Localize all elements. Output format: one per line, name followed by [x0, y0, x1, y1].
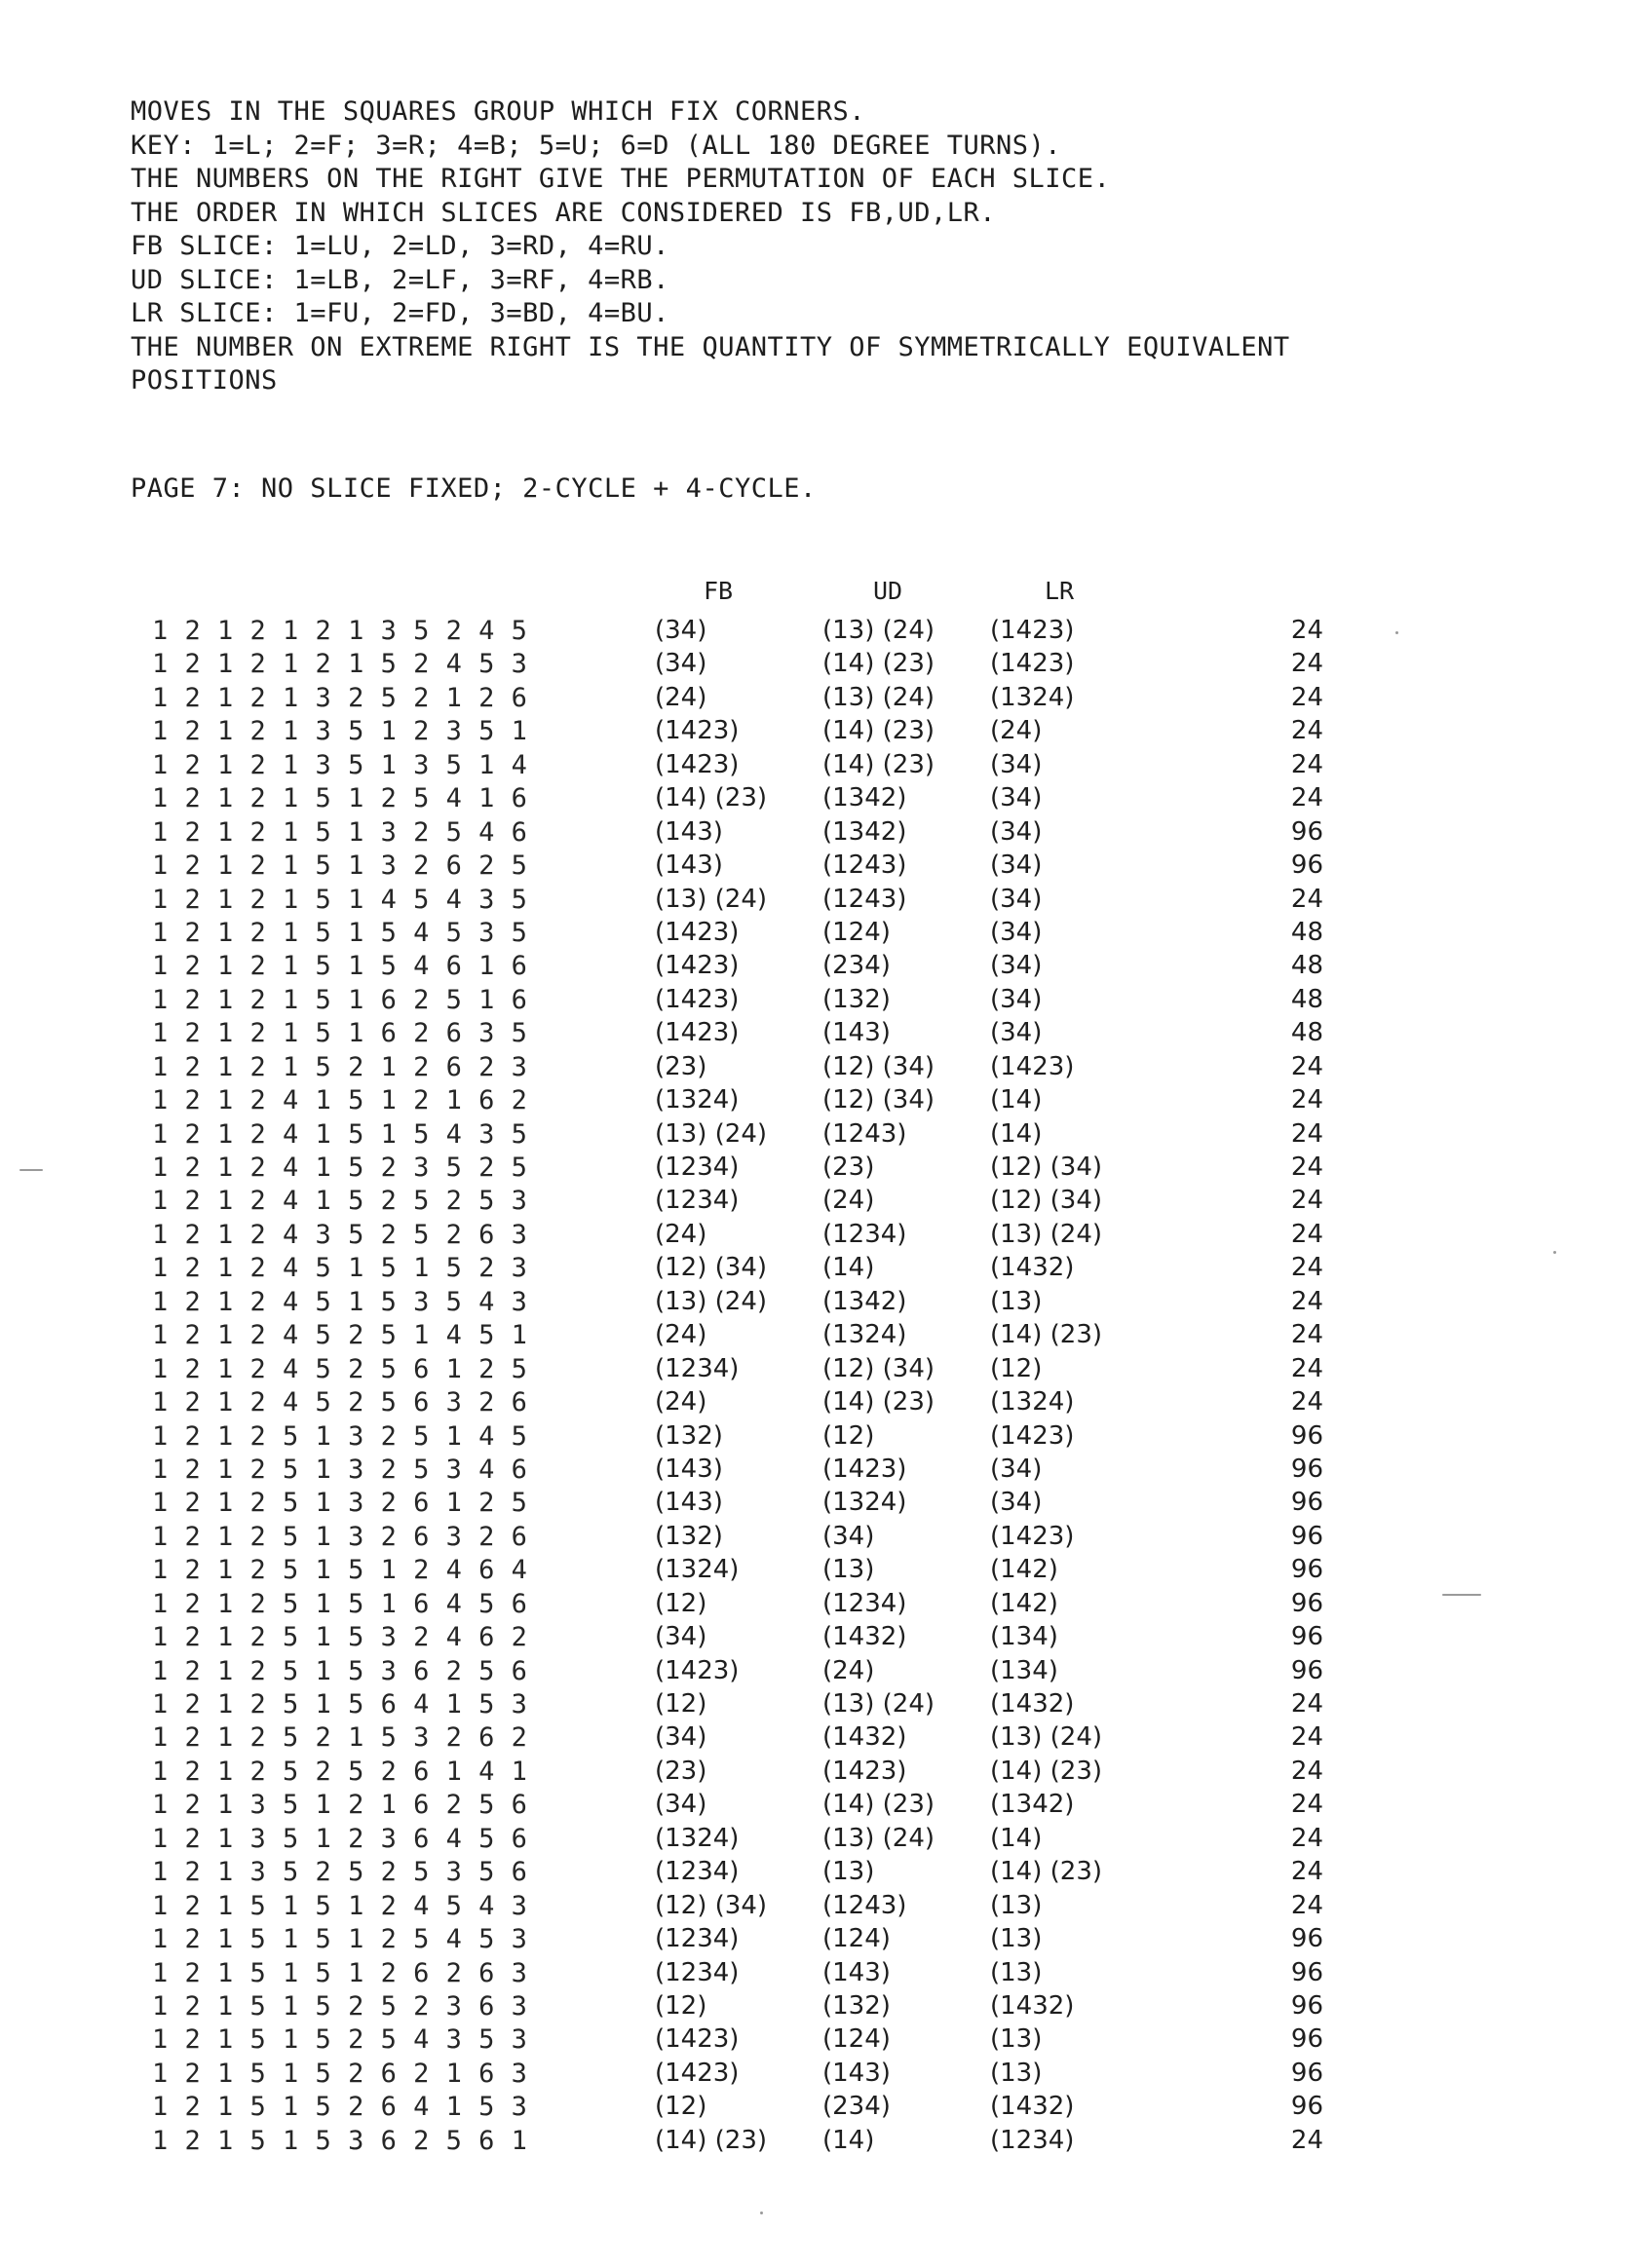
lr-permutation: (1423): [990, 1051, 1075, 1081]
move-sequence: 1 2 1 2 1 3 5 1 2 3 5 1: [152, 716, 528, 747]
lr-permutation: (34): [990, 951, 1043, 981]
lr-permutation: (14): [990, 1118, 1043, 1149]
fb-permutation: (1234): [655, 1186, 740, 1216]
fb-permutation: (1324): [655, 1085, 740, 1115]
table-row: [0, 1722, 1641, 1756]
header-line: THE ORDER IN WHICH SLICES ARE CONSIDERED IS FB,UD,LR.: [131, 197, 997, 228]
table-row: [0, 1220, 1641, 1253]
scan-speck: [1442, 1594, 1481, 1596]
column-headers: [0, 577, 1641, 610]
table-row: [0, 783, 1641, 816]
ud-permutation: (132): [822, 984, 891, 1014]
table-row: [0, 850, 1641, 884]
table-row: [0, 1488, 1641, 1521]
header-line: THE NUMBER ON EXTREME RIGHT IS THE QUANTITY OF SYMMETRICALLY EQUIVALENT: [131, 331, 1290, 362]
scan-speck: [1395, 631, 1398, 634]
header-line: UD SLICE: 1=LB, 2=LF, 3=RF, 4=RB.: [131, 264, 669, 295]
equivalent-count: 24: [1290, 1253, 1323, 1283]
lr-permutation: (12) (34): [990, 1186, 1103, 1216]
lr-permutation: (14): [990, 1823, 1043, 1853]
fb-permutation: (1423): [655, 1655, 740, 1685]
equivalent-count: 24: [1290, 884, 1323, 914]
equivalent-count: 96: [1290, 1924, 1323, 1954]
equivalent-count: 24: [1290, 1756, 1323, 1786]
move-sequence: 1 2 1 2 5 1 5 6 4 1 5 3: [152, 1689, 528, 1720]
fb-permutation: (34): [655, 1722, 707, 1753]
equivalent-count: 24: [1290, 616, 1323, 645]
equivalent-count: 24: [1290, 1387, 1323, 1418]
move-sequence: 1 2 1 2 4 5 1 5 3 5 4 3: [152, 1286, 528, 1317]
move-sequence: 1 2 1 5 1 5 3 6 2 5 6 1: [152, 2125, 528, 2156]
table-row: [0, 817, 1641, 850]
equivalent-count: 24: [1290, 2125, 1323, 2155]
move-sequence: 1 2 1 2 4 1 5 1 5 4 3 5: [152, 1118, 528, 1150]
fb-permutation: (34): [655, 1622, 707, 1652]
ud-permutation: (12) (34): [822, 1051, 935, 1081]
equivalent-count: 48: [1290, 984, 1323, 1014]
ud-permutation: (1324): [822, 1488, 907, 1518]
lr-permutation: (134): [990, 1622, 1058, 1652]
move-sequence: 1 2 1 2 4 5 2 5 6 3 2 6: [152, 1387, 528, 1418]
lr-permutation: (1432): [990, 1689, 1075, 1719]
lr-permutation: (1423): [990, 649, 1075, 679]
lr-permutation: (13) (24): [990, 1219, 1103, 1249]
fb-permutation: (23): [655, 1051, 707, 1081]
ud-permutation: (14): [822, 2125, 875, 2155]
move-sequence: 1 2 1 2 4 1 5 1 2 1 6 2: [152, 1085, 528, 1116]
equivalent-count: 96: [1290, 1990, 1323, 2021]
move-sequence: 1 2 1 2 1 5 1 3 2 5 4 6: [152, 816, 528, 848]
ud-permutation: (1234): [822, 1588, 907, 1618]
ud-permutation: (143): [822, 1957, 891, 1987]
fb-permutation: (13) (24): [655, 1286, 768, 1316]
ud-permutation: (143): [822, 2058, 891, 2088]
ud-permutation: (1243): [822, 1118, 907, 1149]
fb-permutation: (1423): [655, 2024, 740, 2055]
lr-permutation: (1423): [990, 616, 1075, 645]
move-sequence: 1 2 1 2 1 5 1 5 4 6 1 6: [152, 951, 528, 982]
table-row: [0, 1656, 1641, 1689]
equivalent-count: 24: [1290, 716, 1323, 746]
move-sequence: 1 2 1 2 1 5 1 2 5 4 1 6: [152, 783, 528, 814]
fb-permutation: (132): [655, 1420, 723, 1451]
ud-permutation: (14) (23): [822, 649, 935, 679]
lr-permutation: (1423): [990, 1420, 1075, 1451]
fb-permutation: (143): [655, 816, 723, 847]
lr-permutation: (34): [990, 917, 1043, 947]
ud-permutation: (14) (23): [822, 1790, 935, 1820]
ud-permutation: (1342): [822, 1286, 907, 1316]
fb-permutation: (24): [655, 682, 707, 712]
header-line: LR SLICE: 1=FU, 2=FD, 3=BD, 4=BU.: [131, 298, 669, 328]
fb-permutation: (12): [655, 1689, 707, 1719]
table-row: [0, 1857, 1641, 1890]
lr-permutation: (1432): [990, 1253, 1075, 1283]
fb-permutation: (23): [655, 1756, 707, 1786]
lr-permutation: (34): [990, 783, 1043, 813]
move-sequence: 1 2 1 2 4 1 5 2 3 5 2 5: [152, 1153, 528, 1183]
fb-permutation: (1423): [655, 716, 740, 746]
ud-permutation: (13) (24): [822, 1689, 935, 1719]
page-title: PAGE 7: NO SLICE FIXED; 2-CYCLE + 4-CYCLE.: [131, 473, 817, 504]
lr-permutation: (13) (24): [990, 1722, 1103, 1753]
fb-permutation: (1423): [655, 984, 740, 1014]
ud-permutation: (13): [822, 1857, 875, 1887]
fb-permutation: (1324): [655, 1555, 740, 1585]
fb-permutation: (12): [655, 1588, 707, 1618]
lr-permutation: (14) (23): [990, 1320, 1103, 1350]
move-sequence: 1 2 1 2 1 5 1 6 2 6 3 5: [152, 1018, 528, 1049]
equivalent-count: 96: [1290, 2092, 1323, 2122]
lr-permutation: (13): [990, 2024, 1043, 2055]
header-line: THE NUMBERS ON THE RIGHT GIVE THE PERMUTATION OF EACH SLICE.: [131, 164, 1111, 194]
column-header-lr: LR: [1045, 577, 1075, 605]
equivalent-count: 96: [1290, 1555, 1323, 1585]
fb-permutation: (1423): [655, 1018, 740, 1048]
equivalent-count: 96: [1290, 1622, 1323, 1652]
lr-permutation: (34): [990, 850, 1043, 881]
ud-permutation: (124): [822, 1924, 891, 1954]
move-sequence: 1 2 1 2 5 1 5 1 6 4 5 6: [152, 1588, 528, 1619]
move-sequence: 1 2 1 2 5 1 5 1 2 4 6 4: [152, 1555, 528, 1586]
ud-permutation: (234): [822, 951, 891, 981]
lr-permutation: (1324): [990, 1387, 1075, 1418]
column-header-fb: FB: [704, 577, 734, 605]
equivalent-count: 96: [1290, 1454, 1323, 1484]
column-header-ud: UD: [873, 577, 903, 605]
equivalent-count: 24: [1290, 1890, 1323, 1920]
table-row: [0, 1589, 1641, 1622]
lr-permutation: (12): [990, 1353, 1043, 1383]
fb-permutation: (1423): [655, 749, 740, 779]
lr-permutation: (34): [990, 1454, 1043, 1484]
table-row: [0, 1455, 1641, 1488]
table-row: [0, 750, 1641, 783]
equivalent-count: 96: [1290, 1521, 1323, 1551]
equivalent-count: 48: [1290, 951, 1323, 981]
table-row: [0, 2092, 1641, 2125]
equivalent-count: 24: [1290, 1353, 1323, 1383]
header-notes: [131, 95, 1553, 398]
fb-permutation: (1234): [655, 1957, 740, 1987]
move-sequence: 1 2 1 2 5 1 3 2 6 1 2 5: [152, 1488, 528, 1519]
lr-permutation: (24): [990, 716, 1043, 746]
fb-permutation: (1423): [655, 917, 740, 947]
table-row: [0, 1119, 1641, 1153]
equivalent-count: 24: [1290, 1790, 1323, 1820]
header-line: POSITIONS: [131, 365, 278, 396]
move-sequence: 1 2 1 2 5 1 3 2 5 1 4 5: [152, 1420, 528, 1452]
ud-permutation: (24): [822, 1186, 875, 1216]
lr-permutation: (34): [990, 749, 1043, 779]
lr-permutation: (14): [990, 1085, 1043, 1115]
table-row: [0, 1253, 1641, 1286]
ud-permutation: (13) (24): [822, 616, 935, 645]
move-sequence: 1 2 1 2 1 5 1 3 2 6 2 5: [152, 850, 528, 882]
fb-permutation: (1234): [655, 1153, 740, 1182]
ud-permutation: (34): [822, 1521, 875, 1551]
ud-permutation: (14) (23): [822, 749, 935, 779]
lr-permutation: (1432): [990, 1990, 1075, 2021]
move-sequence: 1 2 1 2 1 2 1 3 5 2 4 5: [152, 616, 528, 646]
ud-permutation: (1423): [822, 1454, 907, 1484]
table-row: [0, 1689, 1641, 1722]
header-line: MOVES IN THE SQUARES GROUP WHICH FIX CORNERS.: [131, 96, 865, 127]
table-row: [0, 1421, 1641, 1455]
lr-permutation: (13): [990, 1890, 1043, 1920]
table-row: [0, 1522, 1641, 1555]
fb-permutation: (1234): [655, 1857, 740, 1887]
fb-permutation: (12): [655, 1990, 707, 2021]
fb-permutation: (34): [655, 649, 707, 679]
ud-permutation: (1432): [822, 1722, 907, 1753]
move-sequence: 1 2 1 5 1 5 1 2 5 4 5 3: [152, 1924, 528, 1955]
move-sequence: 1 2 1 2 5 1 5 3 6 2 5 6: [152, 1655, 528, 1686]
ud-permutation: (1243): [822, 1890, 907, 1920]
move-sequence: 1 2 1 5 1 5 2 5 4 3 5 3: [152, 2024, 528, 2056]
ud-permutation: (14): [822, 1253, 875, 1283]
table-row: [0, 1287, 1641, 1320]
lr-permutation: (142): [990, 1555, 1058, 1585]
fb-permutation: (34): [655, 1790, 707, 1820]
move-sequence: 1 2 1 2 4 5 2 5 1 4 5 1: [152, 1320, 528, 1351]
equivalent-count: 24: [1290, 1857, 1323, 1887]
table-row: [0, 951, 1641, 984]
ud-permutation: (132): [822, 1990, 891, 2021]
move-sequence: 1 2 1 2 1 5 1 6 2 5 1 6: [152, 984, 528, 1015]
equivalent-count: 48: [1290, 917, 1323, 947]
equivalent-count: 24: [1290, 1722, 1323, 1753]
table-row: [0, 1958, 1641, 1991]
fb-permutation: (143): [655, 1488, 723, 1518]
lr-permutation: (13): [990, 1924, 1043, 1954]
ud-permutation: (12): [822, 1420, 875, 1451]
equivalent-count: 24: [1290, 783, 1323, 813]
fb-permutation: (12) (34): [655, 1890, 768, 1920]
fb-permutation: (12): [655, 2092, 707, 2122]
equivalent-count: 24: [1290, 1320, 1323, 1350]
equivalent-count: 24: [1290, 649, 1323, 679]
table-row: [0, 1354, 1641, 1387]
equivalent-count: 96: [1290, 1957, 1323, 1987]
ud-permutation: (234): [822, 2092, 891, 2122]
move-sequence: 1 2 1 2 1 3 2 5 2 1 2 6: [152, 682, 528, 713]
fb-permutation: (24): [655, 1320, 707, 1350]
equivalent-count: 96: [1290, 2058, 1323, 2088]
fb-permutation: (34): [655, 616, 707, 645]
move-table: [0, 616, 1641, 2159]
equivalent-count: 96: [1290, 816, 1323, 847]
lr-permutation: (13): [990, 2058, 1043, 2088]
equivalent-count: 24: [1290, 1085, 1323, 1115]
move-sequence: 1 2 1 2 5 1 3 2 5 3 4 6: [152, 1454, 528, 1485]
ud-permutation: (124): [822, 2024, 891, 2055]
equivalent-count: 48: [1290, 1018, 1323, 1048]
move-sequence: 1 2 1 3 5 1 2 1 6 2 5 6: [152, 1790, 528, 1821]
fb-permutation: (143): [655, 850, 723, 881]
equivalent-count: 24: [1290, 682, 1323, 712]
equivalent-count: 24: [1290, 749, 1323, 779]
ud-permutation: (1243): [822, 884, 907, 914]
equivalent-count: 96: [1290, 1655, 1323, 1685]
ud-permutation: (1423): [822, 1756, 907, 1786]
lr-permutation: (142): [990, 1588, 1058, 1618]
move-sequence: 1 2 1 5 1 5 1 2 6 2 6 3: [152, 1957, 528, 1988]
move-sequence: 1 2 1 2 4 5 2 5 6 1 2 5: [152, 1353, 528, 1384]
table-row: [0, 649, 1641, 682]
lr-permutation: (1324): [990, 682, 1075, 712]
fb-permutation: (1234): [655, 1353, 740, 1383]
fb-permutation: (13) (24): [655, 1118, 768, 1149]
lr-permutation: (134): [990, 1655, 1058, 1685]
equivalent-count: 24: [1290, 1823, 1323, 1853]
lr-permutation: (34): [990, 984, 1043, 1014]
lr-permutation: (34): [990, 1488, 1043, 1518]
equivalent-count: 96: [1290, 1420, 1323, 1451]
fb-permutation: (14) (23): [655, 783, 768, 813]
table-row: [0, 683, 1641, 716]
move-sequence: 1 2 1 2 1 5 2 1 2 6 2 3: [152, 1051, 528, 1082]
fb-permutation: (132): [655, 1521, 723, 1551]
equivalent-count: 24: [1290, 1689, 1323, 1719]
equivalent-count: 24: [1290, 1186, 1323, 1216]
lr-permutation: (13): [990, 1286, 1043, 1316]
ud-permutation: (1324): [822, 1320, 907, 1350]
lr-permutation: (34): [990, 816, 1043, 847]
equivalent-count: 96: [1290, 2024, 1323, 2055]
equivalent-count: 24: [1290, 1051, 1323, 1081]
table-row: [0, 1052, 1641, 1085]
lr-permutation: (1342): [990, 1790, 1075, 1820]
table-row: [0, 2059, 1641, 2092]
lr-permutation: (34): [990, 1018, 1043, 1048]
scan-speck: [760, 2211, 763, 2214]
equivalent-count: 96: [1290, 850, 1323, 881]
scan-speck: [19, 1169, 43, 1171]
fb-permutation: (13) (24): [655, 884, 768, 914]
lr-permutation: (14) (23): [990, 1756, 1103, 1786]
equivalent-count: 96: [1290, 1488, 1323, 1518]
table-row: [0, 1824, 1641, 1857]
lr-permutation: (1234): [990, 2125, 1075, 2155]
move-sequence: 1 2 1 5 1 5 2 6 4 1 5 3: [152, 2092, 528, 2123]
table-row: [0, 1622, 1641, 1655]
fb-permutation: (1423): [655, 2058, 740, 2088]
move-sequence: 1 2 1 2 5 2 1 5 3 2 6 2: [152, 1722, 528, 1754]
lr-permutation: (34): [990, 884, 1043, 914]
equivalent-count: 24: [1290, 1286, 1323, 1316]
header-line: FB SLICE: 1=LU, 2=LD, 3=RD, 4=RU.: [131, 231, 669, 261]
table-row: [0, 1757, 1641, 1790]
equivalent-count: 96: [1290, 1588, 1323, 1618]
table-row: [0, 885, 1641, 918]
move-sequence: 1 2 1 2 4 5 1 5 1 5 2 3: [152, 1253, 528, 1284]
table-row: [0, 1991, 1641, 2024]
move-sequence: 1 2 1 2 1 5 1 5 4 5 3 5: [152, 917, 528, 948]
ud-permutation: (13) (24): [822, 682, 935, 712]
ud-permutation: (124): [822, 917, 891, 947]
ud-permutation: (12) (34): [822, 1353, 935, 1383]
ud-permutation: (1432): [822, 1622, 907, 1652]
move-sequence: 1 2 1 5 1 5 2 5 2 3 6 3: [152, 1990, 528, 2022]
fb-permutation: (1324): [655, 1823, 740, 1853]
move-sequence: 1 2 1 2 4 1 5 2 5 2 5 3: [152, 1186, 528, 1217]
ud-permutation: (1234): [822, 1219, 907, 1249]
ud-permutation: (14) (23): [822, 1387, 935, 1418]
move-sequence: 1 2 1 2 4 3 5 2 5 2 6 3: [152, 1219, 528, 1250]
ud-permutation: (23): [822, 1153, 875, 1182]
move-sequence: 1 2 1 2 5 2 5 2 6 1 4 1: [152, 1756, 528, 1787]
table-row: [0, 716, 1641, 749]
move-sequence: 1 2 1 2 1 5 1 4 5 4 3 5: [152, 884, 528, 915]
equivalent-count: 24: [1290, 1219, 1323, 1249]
table-row: [0, 1891, 1641, 1924]
lr-permutation: (1432): [990, 2092, 1075, 2122]
table-row: [0, 1186, 1641, 1219]
move-sequence: 1 2 1 5 1 5 1 2 4 5 4 3: [152, 1890, 528, 1921]
fb-permutation: (12) (34): [655, 1253, 768, 1283]
table-row: [0, 1085, 1641, 1118]
ud-permutation: (1243): [822, 850, 907, 881]
lr-permutation: (14) (23): [990, 1857, 1103, 1887]
table-row: [0, 985, 1641, 1018]
fb-permutation: (24): [655, 1387, 707, 1418]
table-row: [0, 1924, 1641, 1957]
ud-permutation: (24): [822, 1655, 875, 1685]
equivalent-count: 24: [1290, 1118, 1323, 1149]
move-sequence: 1 2 1 3 5 1 2 3 6 4 5 6: [152, 1823, 528, 1854]
ud-permutation: (1342): [822, 816, 907, 847]
fb-permutation: (1234): [655, 1924, 740, 1954]
lr-permutation: (1423): [990, 1521, 1075, 1551]
fb-permutation: (24): [655, 1219, 707, 1249]
scan-speck: [1553, 1251, 1556, 1254]
table-row: [0, 1387, 1641, 1420]
table-row: [0, 1790, 1641, 1823]
equivalent-count: 24: [1290, 1153, 1323, 1182]
move-sequence: 1 2 1 2 5 1 5 3 2 4 6 2: [152, 1622, 528, 1653]
ud-permutation: (13): [822, 1555, 875, 1585]
table-row: [0, 918, 1641, 951]
table-row: [0, 2126, 1641, 2159]
table-row: [0, 1018, 1641, 1051]
fb-permutation: (14) (23): [655, 2125, 768, 2155]
table-row: [0, 1320, 1641, 1353]
header-line: KEY: 1=L; 2=F; 3=R; 4=B; 5=U; 6=D (ALL 180 DEGREE TURNS).: [131, 130, 1062, 161]
fb-permutation: (1423): [655, 951, 740, 981]
move-sequence: 1 2 1 2 5 1 3 2 6 3 2 6: [152, 1521, 528, 1552]
ud-permutation: (14) (23): [822, 716, 935, 746]
move-sequence: 1 2 1 2 1 3 5 1 3 5 1 4: [152, 749, 528, 780]
ud-permutation: (143): [822, 1018, 891, 1048]
ud-permutation: (12) (34): [822, 1085, 935, 1115]
move-sequence: 1 2 1 3 5 2 5 2 5 3 5 6: [152, 1857, 528, 1888]
ud-permutation: (1342): [822, 783, 907, 813]
table-row: [0, 1555, 1641, 1588]
lr-permutation: (13): [990, 1957, 1043, 1987]
fb-permutation: (143): [655, 1454, 723, 1484]
lr-permutation: (12) (34): [990, 1153, 1103, 1182]
table-row: [0, 2024, 1641, 2058]
move-sequence: 1 2 1 2 1 2 1 5 2 4 5 3: [152, 649, 528, 680]
move-sequence: 1 2 1 5 1 5 2 6 2 1 6 3: [152, 2058, 528, 2089]
ud-permutation: (13) (24): [822, 1823, 935, 1853]
table-row: [0, 1153, 1641, 1186]
